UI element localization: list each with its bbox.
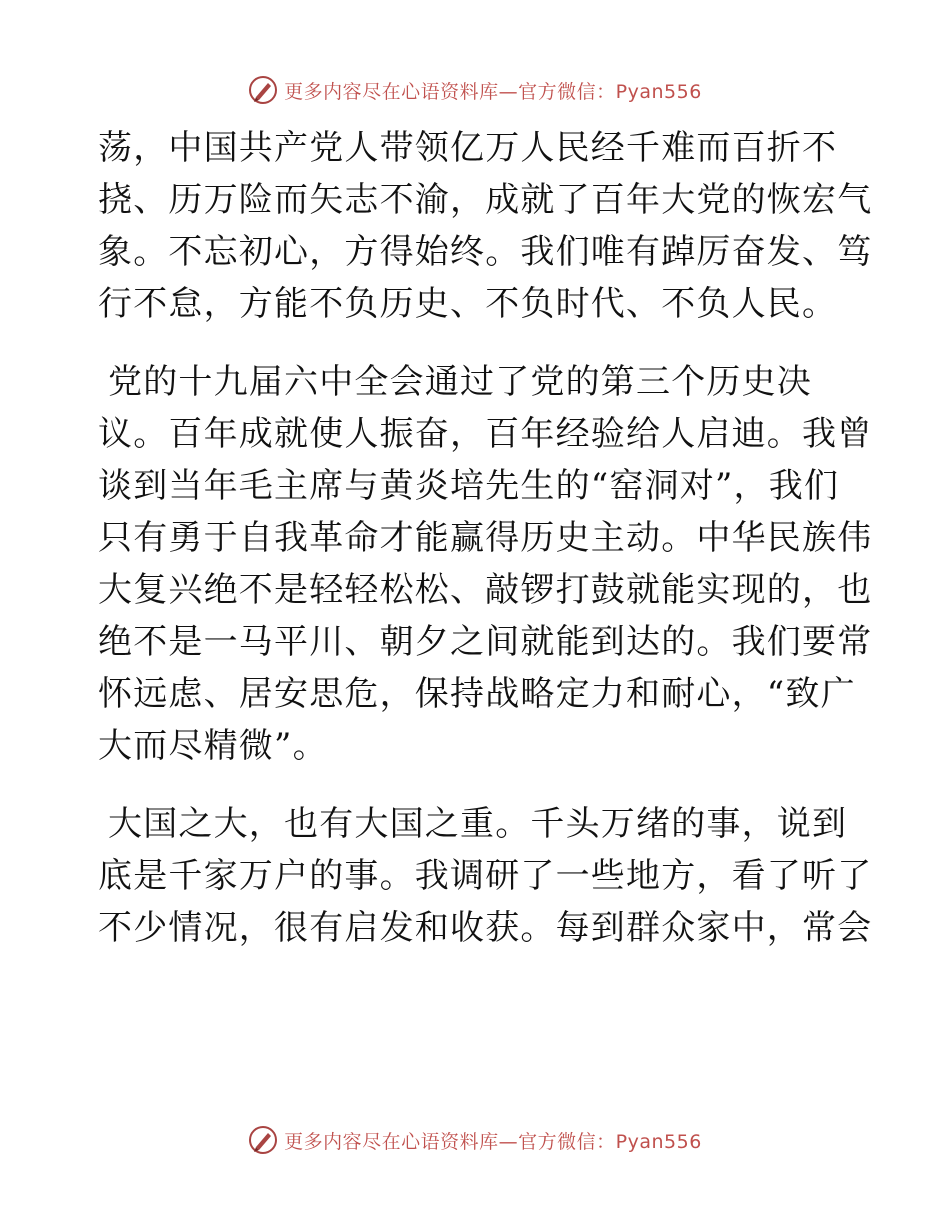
text-line: 党的十九届六中全会通过了党的第三个历史决 [108,362,812,402]
text-line: 象。不忘初心，方得始终。我们唯有踔厉奋发、笃 [98,232,873,272]
text-line: 绝不是一马平川、朝夕之间就能到达的。我们要常 [98,622,873,662]
pen-logo-icon [248,75,278,105]
text-line: 大国之大，也有大国之重。千头万绪的事，说到 [108,804,848,844]
header-banner-text: 更多内容尽在心语资料库—官方微信：Pyan556 [284,80,702,103]
paragraph [98,798,873,954]
text-line: 荡，中国共产党人带领亿万人民经千难而百折不 [98,128,838,168]
text-line: 大而尽精微”。 [98,726,328,766]
footer-banner-text: 更多内容尽在心语资料库—官方微信：Pyan556 [284,1130,702,1153]
text-line: 谈到当年毛主席与黄炎培先生的“窑洞对”，我们 [98,466,840,506]
paragraph [98,122,873,330]
text-line: 底是千家万户的事。我调研了一些地方，看了听了 [98,856,873,896]
footer-banner [0,1120,950,1160]
document-body [98,122,873,954]
header-banner [0,70,950,110]
text-line: 大复兴绝不是轻轻松松、敲锣打鼓就能实现的，也 [98,570,873,610]
text-line: 只有勇于自我革命才能赢得历史主动。中华民族伟 [98,518,873,558]
pen-logo-icon [248,1125,278,1155]
text-line: 怀远虑、居安思危，保持战略定力和耐心，“致广 [98,674,856,714]
text-line: 挠、历万险而矢志不渝，成就了百年大党的恢宏气 [98,180,873,220]
text-line: 行不怠，方能不负历史、不负时代、不负人民。 [98,284,838,324]
paragraph [98,356,873,772]
paragraph-gap [98,772,858,798]
paragraph-gap [98,330,858,356]
text-line: 不少情况，很有启发和收获。每到群众家中，常会 [98,908,873,948]
text-line: 议。百年成就使人振奋，百年经验给人启迪。我曾 [98,414,873,454]
